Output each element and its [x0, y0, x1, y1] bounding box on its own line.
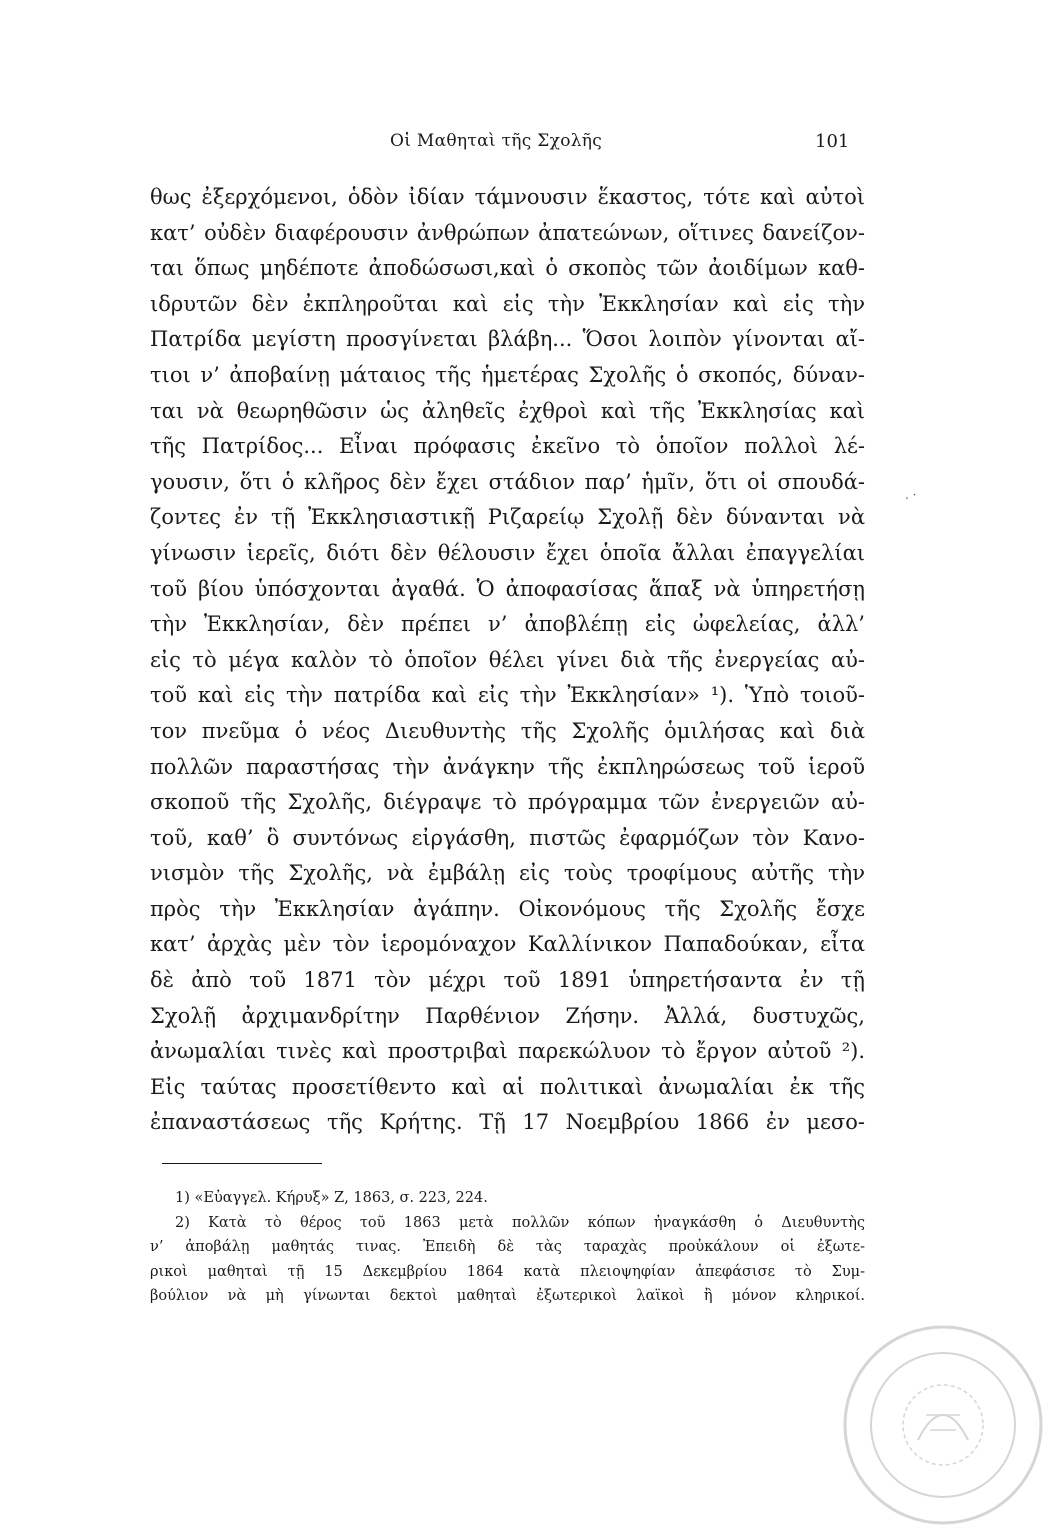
footnote-line: 1) «Εὐαγγελ. Κήρυξ» Ζ, 1863, σ. 223, 224.: [175, 1190, 488, 1206]
footnotes: [150, 1186, 865, 1309]
body-line: ται νὰ θεωρηθῶσιν ὡς ἀληθεῖς ἐχθροὶ καὶ τῆς Ἐκκλησίας καὶ: [150, 398, 865, 423]
body-line: νισμὸν τῆς Σχολῆς, νὰ ἐμβάλῃ εἰς τοὺς τροφίμους αὐτῆς τὴν: [150, 861, 865, 886]
body-line: θως ἐξερχόμενοι, ὁδὸν ἰδίαν τάμνουσιν ἕκαστος, τότε καὶ αὐτοὶ: [150, 185, 865, 209]
body-line: δὲ ἀπὸ τοῦ 1871 τὸν μέχρι τοῦ 1891 ὑπηρετήσαντα ἐν τῇ: [150, 968, 865, 993]
footnote-divider: [162, 1163, 322, 1164]
body-line: ται ὅπως μηδέποτε ἀποδώσωσι,καὶ ὁ σκοπὸς τῶν ἀοιδίμων καθ-: [150, 256, 865, 281]
body-line: εἰς τὸ μέγα καλὸν τὸ ὁποῖον θέλει γίνει διὰ τῆς ἐνεργείας αὐ-: [150, 647, 865, 672]
body-line: κατ’ ἀρχὰς μὲν τὸν ἱερομόναχον Καλλίνικον Παπαδούκαν, εἶτα: [150, 932, 865, 957]
body-line: πρὸς τὴν Ἐκκλησίαν ἀγάπην. Οἰκονόμους τῆς Σχολῆς ἔσχε: [150, 896, 865, 921]
footnote-line: ν’ ἀποβάλῃ μαθητάς τινας. Ἐπειδὴ δὲ τὰς ταραχὰς προὐκάλουν οἱ ἐξωτε-: [150, 1239, 865, 1255]
body-line: ἀνωμαλίαι τινὲς καὶ προστριβαὶ παρεκώλυον τὸ ἔργον αὐτοῦ ²).: [150, 1039, 865, 1064]
body-line: κατ’ οὐδὲν διαφέρουσιν ἀνθρώπων ἀπατεώνων, οἵτινες δανείζον-: [150, 220, 865, 245]
body-text: [150, 180, 865, 1141]
body-line: ιδρυτῶν δὲν ἐκπληροῦται καὶ εἰς τὴν Ἐκκλησίαν καὶ εἰς τὴν: [150, 291, 865, 316]
footnote-line: βούλιον νὰ μὴ γίνωνται δεκτοὶ μαθηταὶ ἐξωτερικοὶ λαϊκοὶ ἢ μόνον κληρικοί.: [150, 1288, 865, 1304]
body-line: ἐπαναστάσεως τῆς Κρήτης. Τῇ 17 Νοεμβρίου 1866 ἐν μεσο-: [150, 1110, 865, 1135]
footnote-line: ρικοὶ μαθηταὶ τῇ 15 Δεκεμβρίου 1864 κατὰ πλειοψηφίαν ἀπεφάσισε τὸ Συμ-: [150, 1263, 865, 1280]
body-line: τοῦ βίου ὑπόσχονται ἀγαθά. Ὁ ἀποφασίσας ἅπαξ νὰ ὑπηρετήσῃ: [150, 576, 865, 601]
footnote-line: 2) Κατὰ τὸ θέρος τοῦ 1863 μετὰ πολλῶν κόπων ἠναγκάσθη ὁ Διευθυντὴς: [175, 1214, 865, 1231]
body-line: τοῦ καὶ εἰς τὴν πατρίδα καὶ εἰς τὴν Ἐκκλησίαν» ¹). Ὑπὸ τοιοῦ-: [150, 683, 865, 708]
body-line: Πατρίδα μεγίστη προσγίνεται βλάβη... Ὅσοι λοιπὸν γίνονται αἴ-: [150, 327, 865, 352]
body-line: τῆς Πατρίδος... Εἶναι πρόφασις ἐκεῖνο τὸ ὁποῖον πολλοὶ λέ-: [150, 434, 865, 459]
body-line: ζοντες ἐν τῇ Ἐκκλησιαστικῇ Ριζαρείῳ Σχολῇ δὲν δύνανται νὰ: [150, 505, 865, 530]
body-line: τὴν Ἐκκλησίαν, δὲν πρέπει ν’ ἀποβλέπῃ εἰς ὠφελείας, ἀλλ’: [150, 612, 865, 637]
body-line: γίνωσιν ἱερεῖς, διότι δὲν θέλουσιν ἔχει ὁποῖα ἄλλαι ἐπαγγελίαι: [150, 540, 865, 565]
library-seal-icon: [838, 1320, 1048, 1530]
body-line: τοῦ, καθ’ ὃ συντόνως εἰργάσθη, πιστῶς ἐφαρμόζων τὸν Κανο-: [150, 825, 865, 850]
body-line: τιοι ν’ ἀποβαίνῃ μάταιος τῆς ἡμετέρας Σχολῆς ὁ σκοπός, δύναν-: [150, 362, 865, 387]
body-line: γουσιν, ὅτι ὁ κλῆρος δὲν ἔχει στάδιον παρ’ ἡμῖν, ὅτι οἱ σπουδά-: [150, 469, 865, 494]
running-title: Οἱ Μαθηταὶ τῆς Σχολῆς: [390, 131, 603, 151]
body-line: σκοποῦ τῆς Σχολῆς, διέγραψε τὸ πρόγραμμα τῶν ἐνεργειῶν αὐ-: [150, 790, 865, 815]
body-line: πολλῶν παραστήσας τὴν ἀνάγκην τῆς ἐκπληρώσεως τοῦ ἱεροῦ: [150, 754, 865, 779]
scan-artifact: . ·: [905, 488, 917, 502]
body-line: τον πνεῦμα ὁ νέος Διευθυντὴς τῆς Σχολῆς ὁμιλήσας καὶ διὰ: [150, 718, 865, 743]
body-line: Σχολῇ ἀρχιμανδρίτην Παρθένιον Ζήσην. Ἀλλά, δυστυχῶς,: [150, 1003, 865, 1028]
page-number: 101: [815, 131, 850, 152]
body-line: Εἰς ταύτας προσετίθεντο καὶ αἱ πολιτικαὶ ἀνωμαλίαι ἐκ τῆς: [150, 1074, 865, 1099]
